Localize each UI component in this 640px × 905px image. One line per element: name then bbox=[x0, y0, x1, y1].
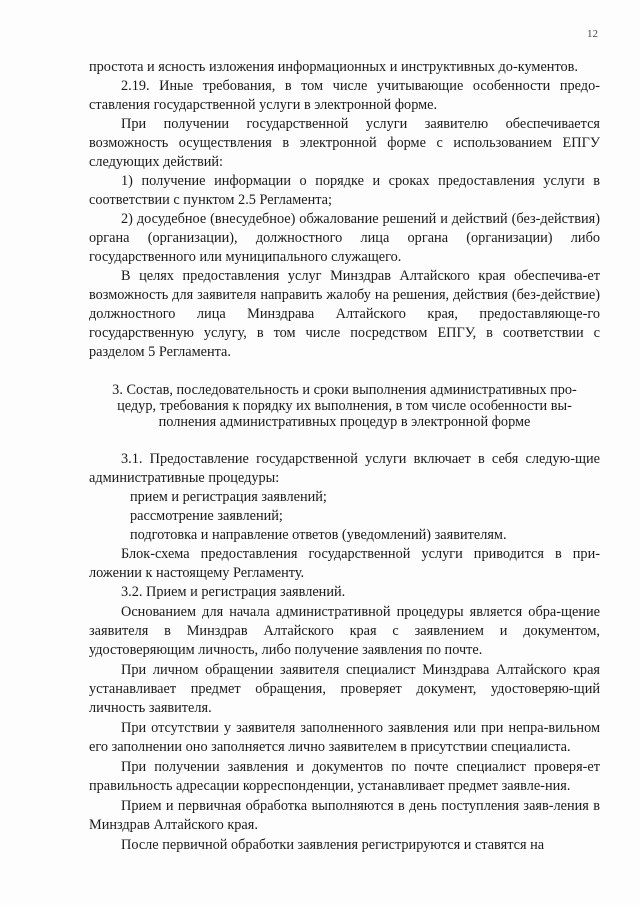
paragraph: 1) получение информации о порядке и сроках предоставления услуги в соответствии с пунктом 2.5 Регламента; bbox=[89, 173, 600, 208]
heading-line: 3. Состав, последовательность и сроки выполнения административных про- bbox=[112, 382, 577, 398]
paragraph: 2) досудебное (внесудебное) обжалование решений и действий (без-действия) органа (организации), должностного лица органа (организации) либо государственного или муниципального служащего. bbox=[89, 211, 600, 265]
list-item: прием и регистрация заявлений; bbox=[130, 489, 327, 505]
paragraph: При получении государственной услуги заявителю обеспечивается возможность осуществления в электронной форме с использованием ЕПГУ следующих действий: bbox=[89, 116, 600, 170]
document-body bbox=[89, 58, 600, 855]
paragraph: 2.19. Иные требования, в том числе учитывающие особенности предо-ставления государственной услуги в электронной форме. bbox=[89, 78, 600, 113]
paragraph: При получении заявления и документов по почте специалист проверя-ет правильность адресации корреспонденции, устанавливает предмет заявле-ния. bbox=[89, 759, 600, 794]
list-item: рассмотрение заявлений; bbox=[130, 508, 283, 524]
paragraph: простота и ясность изложения информационных и инструктивных до-кументов. bbox=[89, 59, 578, 75]
paragraph: 3.2. Прием и регистрация заявлений. bbox=[121, 584, 346, 600]
paragraph: 3.1. Предоставление государственной услуги включает в себя следую-щие административные процедуры: bbox=[89, 451, 600, 486]
paragraph: При отсутствии у заявителя заполненного заявления или при непра-вильном его заполнении оно заполняется лично заявителем в присутствии специалиста. bbox=[89, 720, 600, 755]
page-number: 12 bbox=[587, 28, 598, 40]
paragraph: После первичной обработки заявления регистрируются и ставятся на bbox=[121, 837, 545, 853]
heading-line: цедур, требования к порядку их выполнения, в том числе особенности вы- bbox=[117, 398, 572, 414]
section-heading bbox=[89, 382, 600, 430]
paragraph: В целях предоставления услуг Минздрав Алтайского края обеспечива-ет возможность для заявителя направить жалобу на решения, действия (без-действие) должностного лица Минздрава Алтайского края, предоставляюще-го государственную услугу, в том числе посредством ЕПГУ, в соответствии с разделом 5 Регламента. bbox=[89, 268, 600, 360]
heading-line: полнения административных процедур в электронной форме bbox=[158, 414, 531, 430]
paragraph: Блок-схема предоставления государственной услуги приводится в при-ложении к настоящему Регламенту. bbox=[89, 546, 600, 581]
paragraph: При личном обращении заявителя специалист Минздрава Алтайского края устанавливает предмет обращения, проверяет документ, удостоверяю-щий личность заявителя. bbox=[89, 662, 600, 716]
paragraph: Прием и первичная обработка выполняются в день поступления заяв-ления в Минздрав Алтайского края. bbox=[89, 798, 600, 833]
list-item: подготовка и направление ответов (уведомлений) заявителям. bbox=[130, 527, 507, 543]
paragraph: Основанием для начала административной процедуры является обра-щение заявителя в Минздрав Алтайского края с заявлением и документом, удостоверяющим личность, либо получение заявления по почте. bbox=[89, 604, 600, 658]
